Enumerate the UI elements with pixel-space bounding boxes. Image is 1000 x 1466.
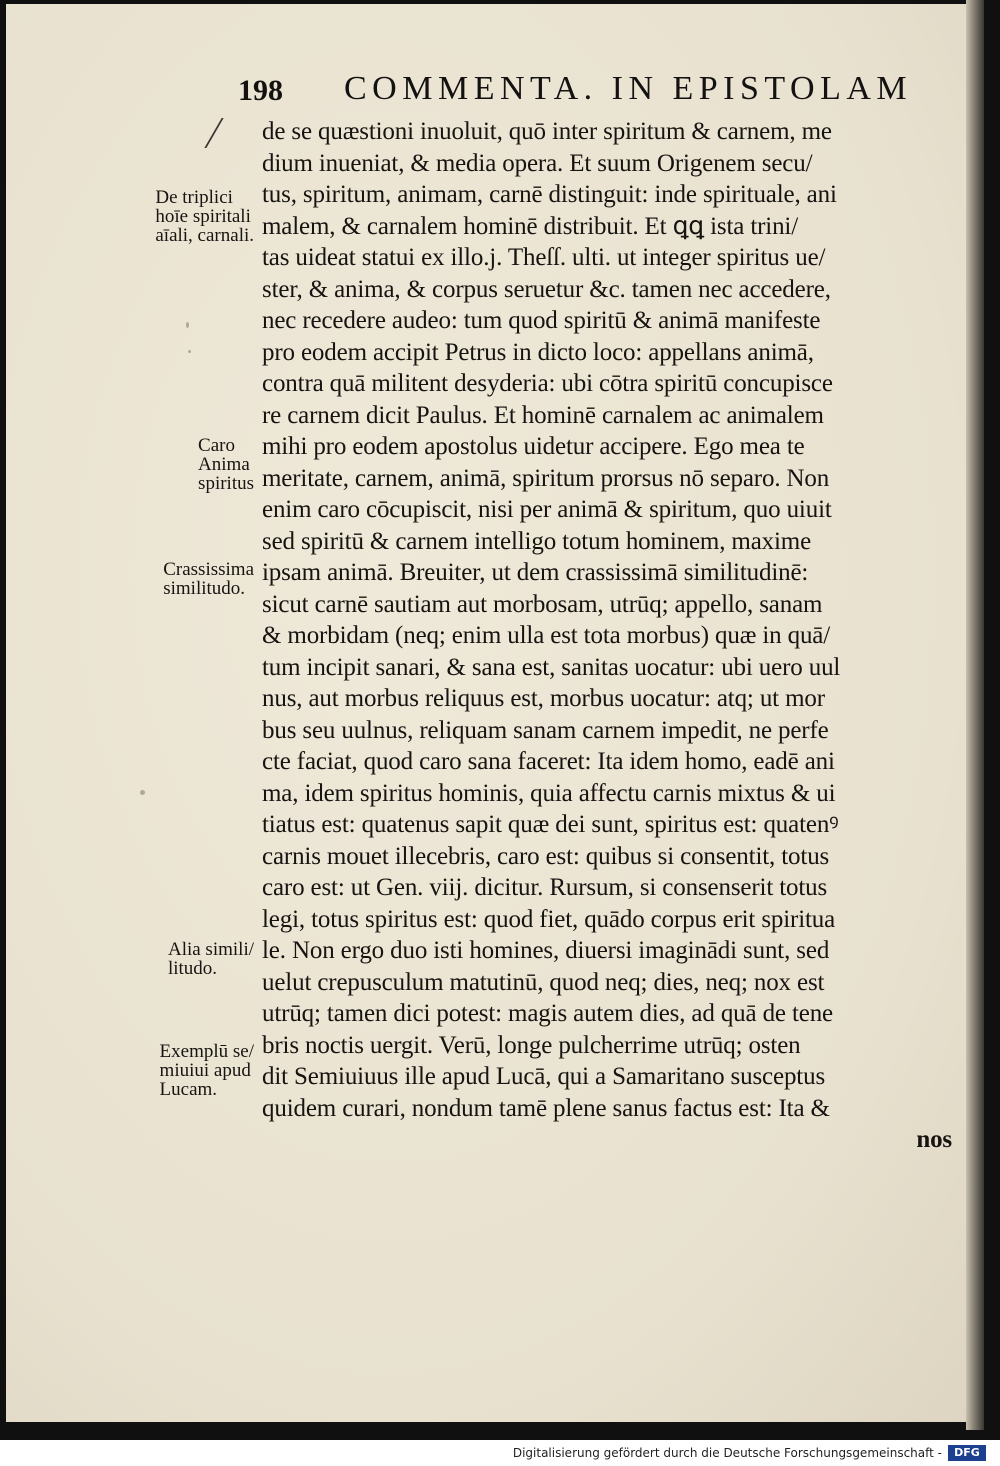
text-line: tas uideat statui ex illo.j. Theſſ. ulti. ut integer spiritus ue/ bbox=[262, 244, 826, 271]
text-line: utrūq; tamen dici potest: magis autem dies, ad quā de tene bbox=[262, 1000, 834, 1027]
ink-speck bbox=[188, 350, 191, 353]
text-line: contra quā militent desyderia: ubi cōtra spiritū concupisce bbox=[262, 370, 833, 397]
text-line: bris noctis uergit. Verū, longe pulcherrime utrūq; osten bbox=[262, 1031, 801, 1059]
dfg-logo-icon: DFG bbox=[948, 1445, 986, 1461]
catchword: nos bbox=[916, 1126, 952, 1153]
margin-note-line: Exemplū se/ bbox=[159, 1041, 254, 1062]
margin-note-line: aīali, carnali. bbox=[155, 225, 254, 246]
margin-note-line: hoīe spiritali bbox=[155, 206, 251, 227]
text-line: enim caro cōcupiscit, nisi per animā & spiritum, quo uiuit bbox=[262, 496, 832, 523]
ink-speck bbox=[140, 790, 145, 795]
text-line: re carnem dicit Paulus. Et hominē carnalem ac animalem bbox=[262, 401, 824, 429]
page-edge-shadow bbox=[966, 0, 984, 1430]
funding-credit: Digitalisierung gefördert durch die Deutsche Forschungsgemeinschaft - bbox=[512, 1446, 942, 1460]
text-line: nus, aut morbus reliquus est, morbus uocatur: atq; ut mor bbox=[262, 685, 825, 712]
text-line: caro est: ut Gen. viij. dicitur. Rursum, si consenserit totus bbox=[262, 874, 828, 901]
running-head bbox=[238, 70, 918, 110]
text-line: tum incipit sanari, & sana est, sanitas uocatur: ubi uero uul bbox=[262, 653, 841, 681]
text-line: nec recedere audeo: tum quod spiritū & animā manifeste bbox=[262, 307, 821, 334]
text-line: le. Non ergo duo isti homines, diuersi imaginādi sunt, sed bbox=[262, 937, 830, 964]
text-line: legi, totus spiritus est: quod fiet, quādo corpus erit spiritua bbox=[262, 905, 836, 933]
margin-note-line: Lucam. bbox=[159, 1079, 218, 1100]
margin-note-line: litudo. bbox=[167, 958, 218, 979]
text-line: ster, & anima, & corpus seruetur &c. tamen nec accedere, bbox=[262, 275, 831, 303]
text-line: ma, idem spiritus hominis, quia affectu carnis mixtus & ui bbox=[262, 779, 836, 807]
text-line: mihi pro eodem apostolus uidetur accipere. Ego mea te bbox=[262, 433, 805, 460]
digitization-footer bbox=[0, 1440, 1000, 1466]
text-line: bus seu uulnus, reliquam sanam carnem impedit, ne perfe bbox=[262, 716, 829, 744]
margin-note-line: De triplici bbox=[155, 187, 233, 208]
text-line: & morbidam (neq; enim ulla est tota morbus) quæ in quā/ bbox=[262, 622, 831, 649]
text-line: dit Semiuiuus ille apud Lucā, qui a Samaritano susceptus bbox=[262, 1063, 826, 1090]
text-line: de se quæstioni inuoluit, quō inter spiritum & carnem, me bbox=[262, 118, 832, 145]
text-line: quidem curari, nondum tamē plene sanus factus est: Ita & bbox=[262, 1094, 830, 1122]
margin-note bbox=[168, 940, 254, 978]
text-line: dium inueniat, & media opera. Et suum Origenem secu/ bbox=[262, 149, 813, 177]
margin-note-line: Crassissima bbox=[163, 559, 254, 580]
text-line: cte faciat, quod caro sana faceret: Ita idem homo, eadē ani bbox=[262, 748, 835, 775]
text-line: pro eodem accipit Petrus in dicto loco: appellans animā, bbox=[262, 338, 814, 366]
page-number: 198 bbox=[238, 74, 283, 107]
text-line: carnis mouet illecebris, caro est: quibus si consentit, totus bbox=[262, 842, 830, 870]
margin-note-line: Caro bbox=[198, 435, 235, 456]
margin-note bbox=[160, 1042, 254, 1099]
margin-note bbox=[155, 188, 254, 245]
margin-note-line: miuiui apud bbox=[159, 1060, 251, 1081]
text-line: ipsam animā. Breuiter, ut dem crassissimā similitudinē: bbox=[262, 559, 809, 586]
text-line: tus, spiritum, animam, carnē distinguit: inde spirituale, ani bbox=[262, 181, 837, 208]
margin-note-line: spiritus bbox=[198, 473, 254, 494]
text-line: uelut crepusculum matutinū, quod neq; dies, neq; nox est bbox=[262, 968, 825, 996]
running-title: COMMENTA. IN EPISTOLAM bbox=[344, 70, 913, 107]
margin-note bbox=[163, 560, 254, 598]
text-line: malem, & carnalem hominē distribuit. Et ꝗꝗ ista trini/ bbox=[262, 212, 799, 240]
ink-speck bbox=[186, 322, 189, 328]
margin-note bbox=[198, 436, 254, 493]
text-line: sicut carnē sautiam aut morbosam, utrūq; appello, sanam bbox=[262, 590, 823, 618]
text-line: sed spiritū & carnem intelligo totum hominem, maxime bbox=[262, 527, 812, 555]
margin-note-line: Alia simili/ bbox=[167, 939, 254, 960]
margin-note-line: similitudo. bbox=[163, 578, 246, 599]
text-line: tiatus est: quatenus sapit quæ dei sunt, spiritus est: quatenꝰ bbox=[262, 811, 839, 838]
main-text-block bbox=[262, 116, 952, 1156]
margin-note-line: Anima bbox=[198, 454, 250, 475]
text-line: meritate, carnem, animā, spiritum prorsus nō separo. Non bbox=[262, 464, 830, 492]
